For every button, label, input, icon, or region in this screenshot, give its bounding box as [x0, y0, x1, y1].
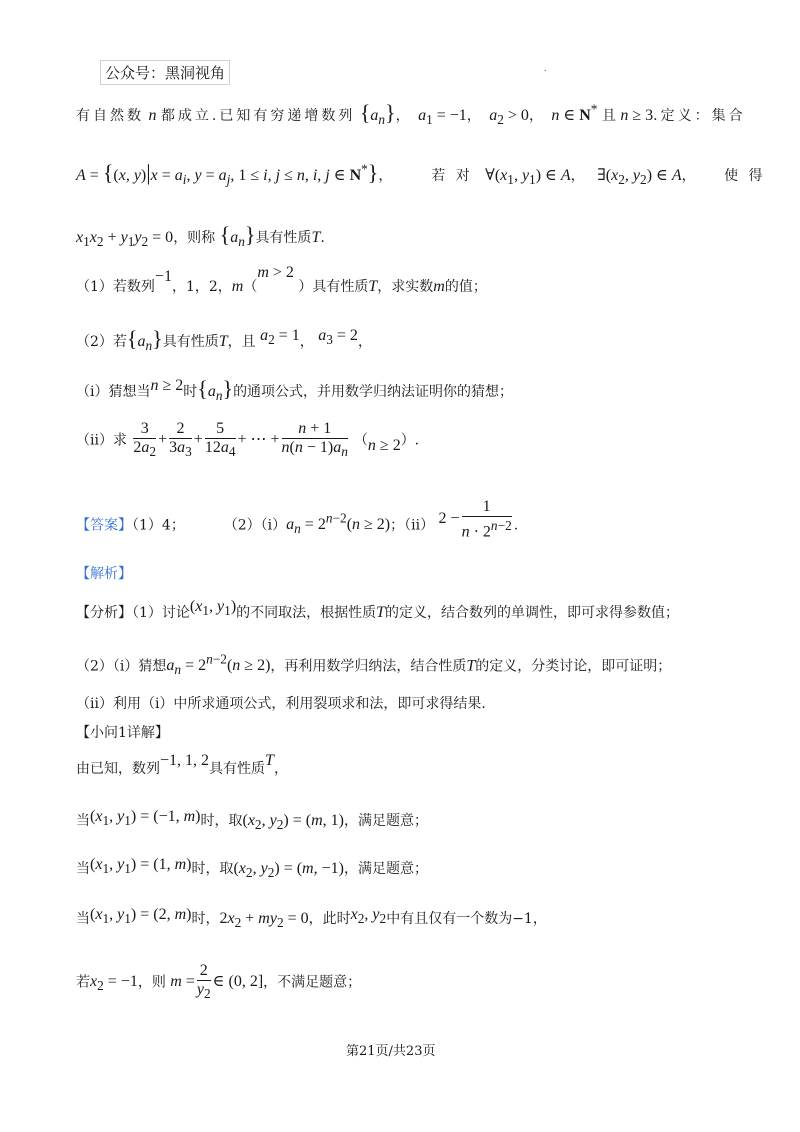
page-footer: 第21页/共23页: [346, 1044, 436, 1059]
dot-mark: .: [544, 64, 547, 73]
solution-line-2: 当($x_1$, $y_1) = (-1$, m)时，取($x_2$, $y_2) = (m$, 1)，满足题意；: [76, 808, 428, 833]
question-2: （2）若$\{a_n\}$具有性质T，且 $a_2 = 1$， $a_3 = 2$，: [76, 326, 372, 354]
watermark: 公众号：黑洞视角: [100, 60, 230, 85]
question-2-i: （i）猜想当n ≥ 2时$\{a_n\}$的通项公式，并用数学归纳法证明你的猜想；: [76, 376, 514, 404]
analysis-step-1: 【分析】（1）讨论($x_1$, $y_1$)的不同取法，根据性质T的定义，结合数列的单调性，即可求得参数值；: [76, 598, 680, 621]
problem-line-1: 有自然数 n 都成立.已知有穷递增数列 $\{a_n\}$， $a_1 = -1$， $a_2 > 0$， n ∈ N* 且 n ≥ 3.定义：集合: [76, 100, 746, 128]
solution-line-5: 若$x_2 = -1$，则 m = $\frac{2}{y_2}$ ∈ (0, 2]，不满足题意；: [76, 962, 362, 1002]
problem-line-3: $x_1x_2 + y_1y_2 = 0$，则称 $\{a_n\}$具有性质T.: [76, 222, 325, 250]
solution-line-4: 当($x_1$, $y_1) = (2$, m)时，$2x_2 + my_2 = 0$，此时$x_2$, $y_2$中有且仅有一个数为−1，: [76, 906, 547, 931]
problem-line-2: A = {(x, $y)|x = a_i$, $y = a_j$, 1 ≤ i, j ≤ n, i, j ∈ N*}， 若 对 $\forall(x_1$, $y_1$) ∈ A， $\exists(x_2$, $y_2$) ∈ A， 使 得: [76, 160, 766, 188]
analysis-step-3: （ii）利用（i）中所求通项公式，利用裂项求和法，即可求得结果.: [76, 696, 486, 712]
sub-question-1-heading: 【小问1详解】: [76, 725, 169, 741]
question-2-ii: （ii）求 $\frac{3}{2a_2}$ + $\frac{2}{3a_3}$ + $\frac{5}{12a_4}$ + ⋯ + $\frac{n + 1}{n(n - 1)a_n}$ （n ≥ 2）.: [76, 420, 420, 460]
answer-line: 【答案】（1）4； $(2)(i)a_n = 2^{n-2}(n \ge 2)$；（ii） 2 − $\frac{1}{n \cdot 2^{n-2}}$ .: [76, 498, 519, 541]
analysis-label: 【解析】: [76, 566, 132, 582]
solution-line-1: 由已知，数列−1, 1, 2具有性质T，: [76, 752, 288, 777]
analysis-step-2: （2）（i）猜想$a_n = 2^{n-2}(n \ge 2)$，再利用数学归纳法，结合性质T的定义，分类讨论，即可证明；: [76, 652, 672, 678]
question-1: （1）若数列−1，1，2，m（m > 2 ）具有性质T，求实数m的值；: [76, 264, 487, 295]
solution-line-3: 当($x_1$, $y_1) = (1$, m)时，取($x_2$, $y_2) = (m$, −1)，满足题意；: [76, 856, 428, 881]
